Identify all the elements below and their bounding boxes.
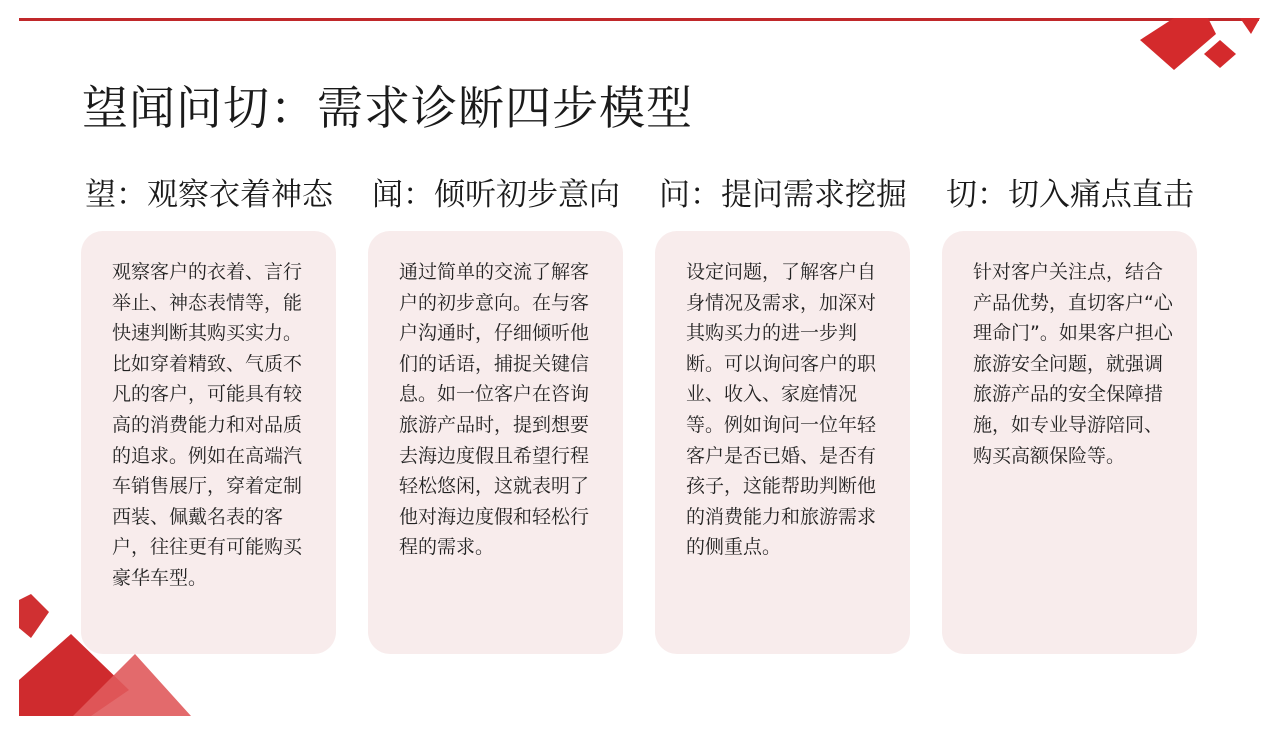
top-right-diamond-decoration [1140,18,1260,78]
step-column-wang [85,172,343,589]
step-card [368,231,623,654]
step-heading: 闻：倾听初步意向 [372,177,620,213]
step-heading: 切：切入痛点直击 [946,177,1194,213]
step-heading: 问：提问需求挖掘 [659,177,907,213]
step-card [942,231,1197,654]
step-description: 设定问题，了解客户自身情况及需求，加深对其购买力的进一步判断。可以询问客户的职业、收入、家庭情况等。例如询问一位年轻客户是否已婚、是否有孩子，这能帮助判断他的消费能力和旅游需求的侧重点。 [686,261,877,559]
top-rule [19,18,1259,21]
step-card [81,231,336,654]
step-description: 针对客户关注点，结合产品优势，直切客户“心理命门”。如果客户担心旅游安全问题，就强调旅游产品的安全保障措施，如专业导游陪同、购买高额保险等。 [973,261,1173,467]
step-description: 观察客户的衣着、言行举止、神态表情等，能快速判断其购买实力。比如穿着精致、气质不凡的客户，可能具有较高的消费能力和对品质的追求。例如在高端汽车销售展厅，穿着定制西装、佩戴名表的客户，往往更有可能购买豪华车型。 [112,261,303,589]
step-description: 通过简单的交流了解客户的初步意向。在与客户沟通时，仔细倾听他们的话语，捕捉关键信息。如一位客户在咨询旅游产品时，提到想要去海边度假且希望行程轻松悠闲，这就表明了他对海边度假和轻松行程的需求。 [399,261,590,559]
step-column-wen [372,172,630,559]
step-heading: 望：观察衣着神态 [85,177,333,213]
page-title: 望闻问切：需求诊断四步模型 [82,81,693,135]
step-column-qie [946,172,1204,467]
step-column-ask [659,172,917,559]
step-card [655,231,910,654]
